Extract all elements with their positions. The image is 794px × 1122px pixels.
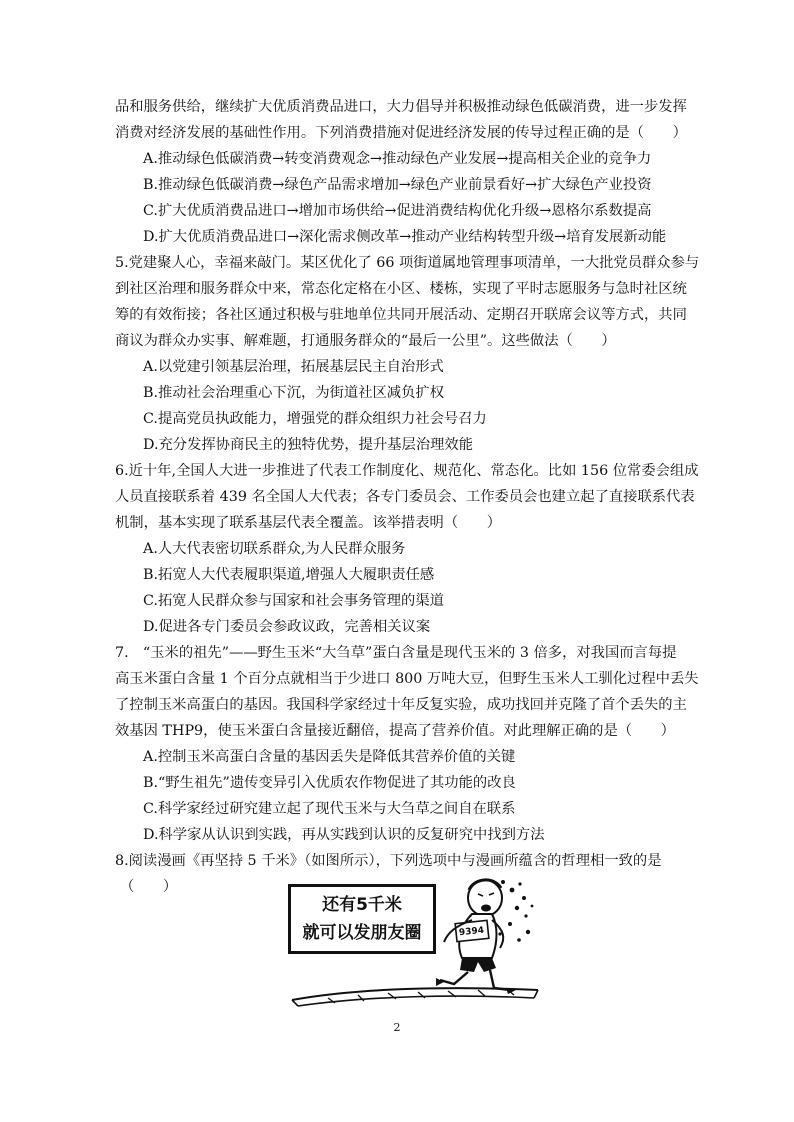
q7-option-b: B.“野生祖先”遗传变异引入优质农作物促进了其功能的改良 [143, 775, 516, 791]
q5-stem-line-2: 到社区治理和服务群众中来，常态化定格在小区、楼栋，实现了平时志愿服务与急时社区统 [115, 281, 687, 297]
q6-option-d: D.促进各专门委员会参政议政，完善相关议案 [143, 619, 431, 635]
q6-stem-line-3: 机制，基本实现了联系基层代表全覆盖。该举措表明（ ） [115, 515, 502, 531]
q5-option-c: C.提高党员执政能力，增强党的群众组织力社会号召力 [143, 411, 487, 427]
q7-option-d: D.科学家从认识到实践，再从实践到认识的反复研究中找到方法 [143, 827, 545, 843]
q6-option-c: C.拓宽人民群众参与国家和社会事务管理的渠道 [143, 593, 444, 609]
comic-speech-sign [288, 884, 436, 954]
comic-illustration [288, 876, 542, 1014]
page-number: 2 [393, 1021, 401, 1034]
q4-option-d: D.扩大优质消费品进口→深化需求侧改革→推动产业结构转型升级→培育发展新动能 [143, 229, 667, 245]
q5-option-a: A.以党建引领基层治理，拓展基层民主自治形式 [143, 359, 444, 375]
q5-stem-line-4: 商议为群众办实事、解难题，打通服务群众的“最后一公里”。这些做法（ ） [115, 333, 616, 349]
q4-stem-line-1: 品和服务供给，继续扩大优质消费品进口，大力倡导并积极推动绿色低碳消费，进一步发挥 [115, 99, 687, 115]
q5-stem-line-1: 5.党建聚人心，幸福来敲门。某区优化了 66 项街道属地管理事项清单，一大批党员群众参与 [115, 255, 700, 271]
q7-stem-line-2: 高玉米蛋白含量 1 个百分点就相当于少进口 800 万吨大豆，但野生玉米人工驯化过程中丢失 [115, 671, 699, 687]
q7-stem-line-1: 7. “玉米的祖先”——野生玉米“大刍草”蛋白含量是现代玉米的 3 倍多，对我国而言每提 [115, 645, 677, 661]
q8-stem-line-1: 8.阅读漫画《再坚持 5 千米》（如图所示），下列选项中与漫画所蕴含的哲理相一致的是 [115, 853, 662, 869]
runner-bib-number: 9394 [458, 925, 485, 939]
q6-option-a: A.人大代表密切联系群众,为人民群众服务 [143, 541, 406, 557]
q4-option-a: A.推动绿色低碳消费→转变消费观念→推动绿色产业发展→提高相关企业的竞争力 [143, 151, 652, 167]
comic-sign-line-2: 就可以发朋友圈 [302, 923, 422, 943]
q8-stem-line-2: （ ） [120, 879, 178, 895]
q6-stem-line-1: 6.近十年,全国人大进一步推进了代表工作制度化、规范化、常态化。比如 156 位常委会组成 [115, 463, 699, 479]
q5-stem-line-3: 筹的有效衔接；各社区通过积极与驻地单位共同开展活动、定期召开联席会议等方式，共同 [115, 307, 687, 323]
q4-option-c: C.扩大优质消费品进口→增加市场供给→促进消费结构优化升级→恩格尔系数提高 [143, 203, 652, 219]
q7-option-c: C.科学家经过研究建立起了现代玉米与大刍草之间自在联系 [143, 801, 516, 817]
q5-option-d: D.充分发挥协商民主的独特优势，提升基层治理效能 [143, 437, 474, 453]
q5-option-b: B.推动社会治理重心下沉，为街道社区减负扩权 [143, 385, 444, 401]
q4-stem-line-2: 消费对经济发展的基础性作用。下列消费措施对促进经济发展的传导过程正确的是（ ） [115, 125, 687, 141]
q4-option-b: B.推动绿色低碳消费→绿色产品需求增加→绿色产业前景看好→扩大绿色产业投资 [143, 177, 652, 193]
comic-sign-line-1: 还有5千米 [322, 895, 402, 915]
q6-stem-line-2: 人员直接联系着 439 名全国人大代表；各专门委员会、工作委员会也建立起了直接联系代表 [115, 489, 695, 505]
q7-option-a: A.控制玉米高蛋白含量的基因丢失是降低其营养价值的关键 [143, 749, 516, 765]
q6-option-b: B.拓宽人大代表履职渠道,增强人大履职责任感 [143, 567, 435, 583]
q7-stem-line-4: 效基因 THP9，使玉米蛋白含量接近翻倍，提高了营养价值。对此理解正确的是（ ） [115, 723, 675, 739]
q7-stem-line-3: 了控制玉米高蛋白的基因。我国科学家经过十年反复实验，成功找回并克隆了首个丢失的主 [115, 697, 687, 713]
